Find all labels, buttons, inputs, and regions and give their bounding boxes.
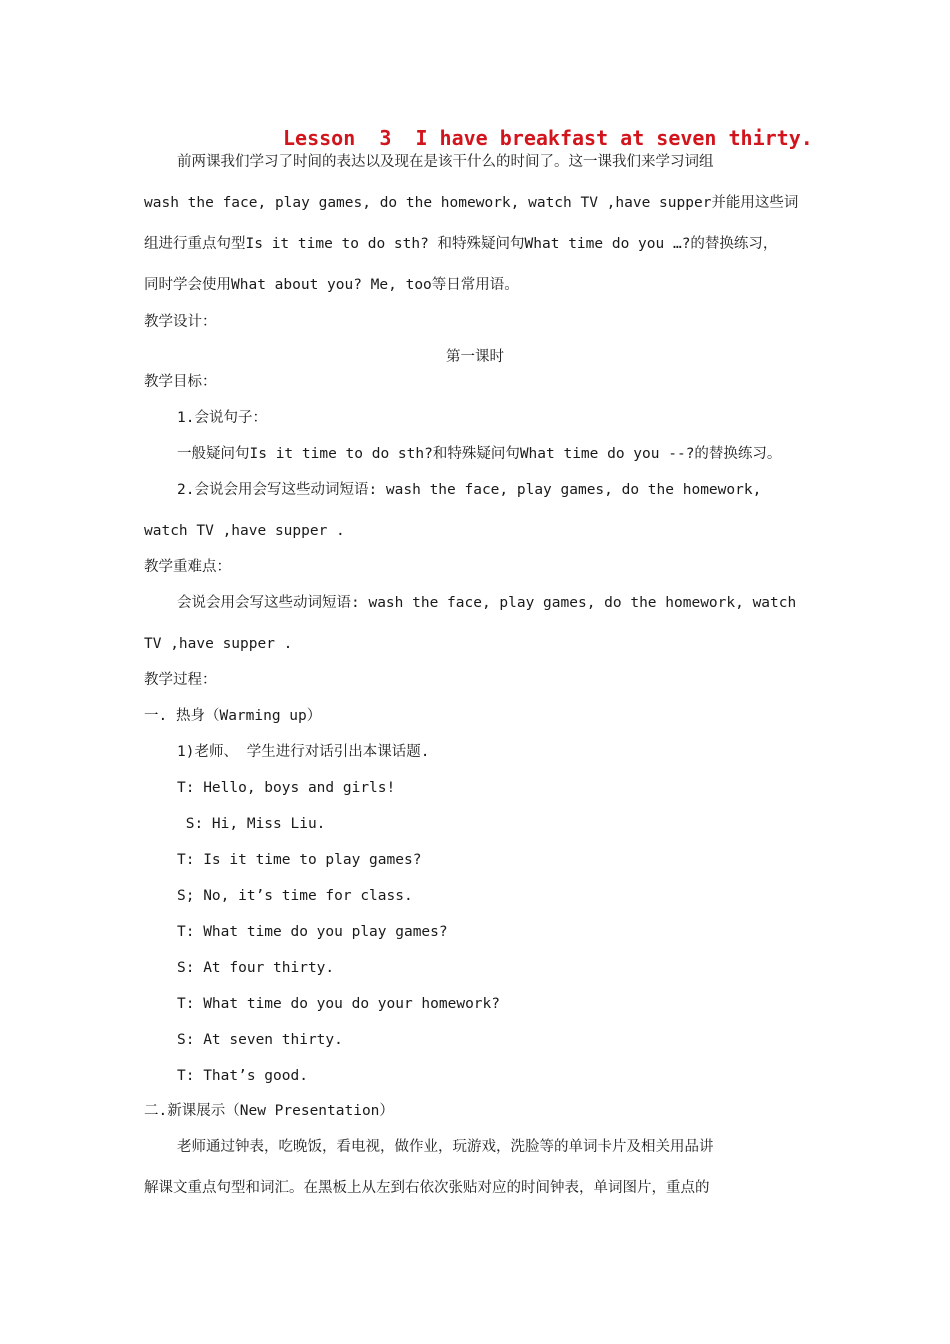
key-points-label: 教学重难点：: [144, 559, 231, 575]
dialogue-line: S: At seven thirty.: [177, 1032, 343, 1048]
objective-2-cont: watch TV ,have supper .: [144, 523, 345, 539]
dialogue-line: S: Hi, Miss Liu.: [177, 816, 326, 832]
section-warming-up: 一. 热身（Warming up）: [144, 708, 322, 724]
process-label: 教学过程：: [144, 672, 217, 688]
lesson-title: Lesson 3 I have breakfast at seven thirty.: [283, 126, 813, 150]
intro-line: 组进行重点句型Is it time to do sth? 和特殊疑问句What time do you …?的替换练习，: [144, 236, 778, 252]
objective-2: 2.会说会用会写这些动词短语: wash the face, play games, do the homework,: [177, 482, 762, 498]
presentation-line: 老师通过钟表，吃晚饭，看电视，做作业，玩游戏，洗脸等的单词卡片及相关用品讲: [177, 1139, 714, 1155]
intro-line: 前两课我们学习了时间的表达以及现在是该干什么的时间了。这一课我们来学习词组: [177, 154, 714, 170]
dialogue-line: T: That’s good.: [177, 1068, 308, 1084]
dialogue-line: T: What time do you play games?: [177, 924, 448, 940]
presentation-line: 解课文重点句型和词汇。在黑板上从左到右依次张贴对应的时间钟表，单词图片，重点的: [144, 1180, 710, 1196]
objectives-label: 教学目标：: [144, 374, 217, 390]
dialogue-line: T: Hello, boys and girls!: [177, 780, 396, 796]
intro-line: 同时学会使用What about you? Me, too等日常用语。: [144, 277, 519, 293]
key-points: 会说会用会写这些动词短语: wash the face, play games, do the homework, watch: [177, 595, 797, 611]
objective-1-detail: 一般疑问句Is it time to do sth?和特殊疑问句What time do you --?的替换练习。: [177, 446, 782, 462]
dialogue-line: T: What time do you do your homework?: [177, 996, 501, 1012]
objective-1: 1.会说句子：: [177, 410, 267, 426]
intro-line: wash the face, play games, do the homework, watch TV ,have supper并能用这些词: [144, 195, 799, 211]
period-title: 第一课时: [446, 349, 504, 365]
dialogue-line: T: Is it time to play games?: [177, 852, 422, 868]
dialogue-line: S: At four thirty.: [177, 960, 335, 976]
dialogue-line: S; No, it’s time for class.: [177, 888, 413, 904]
step-1: 1)老师、 学生进行对话引出本课话题.: [177, 744, 430, 760]
key-points-cont: TV ,have supper .: [144, 636, 293, 652]
design-label: 教学设计：: [144, 314, 217, 330]
section-new-presentation: 二.新课展示（New Presentation）: [144, 1103, 394, 1119]
